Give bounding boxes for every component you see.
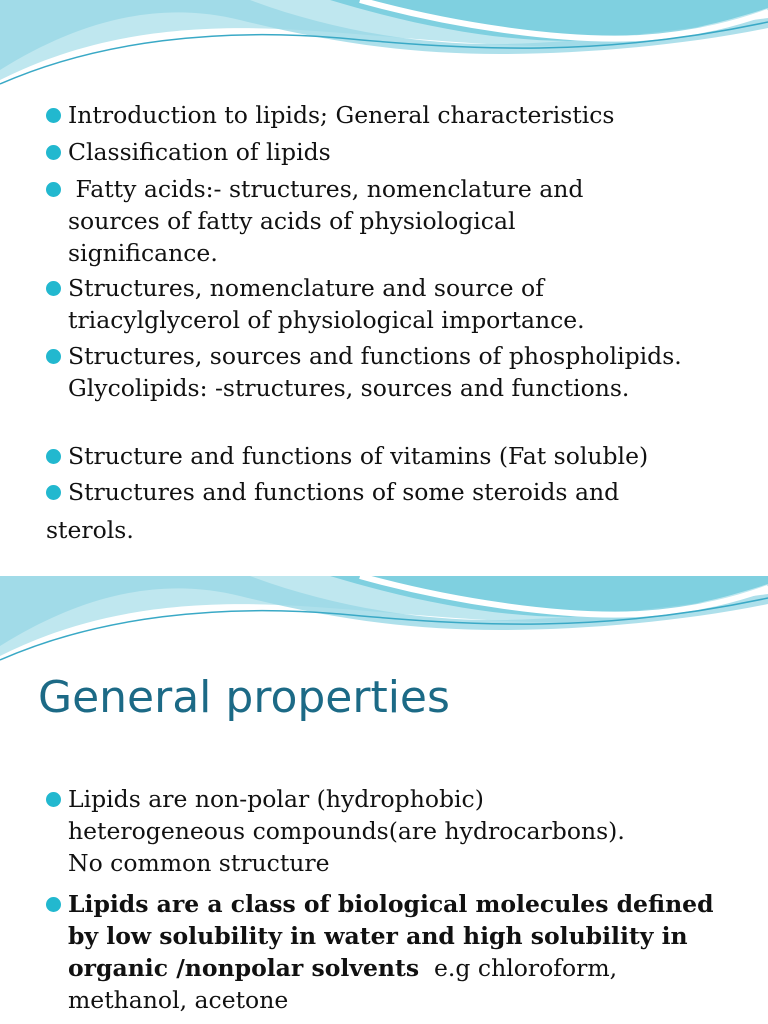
bullet-item (46, 272, 666, 336)
bullet-text: e.g chloroform, methanol, acetone (68, 954, 625, 1014)
bullet-text: Structures and functions of some steroids and (68, 478, 620, 506)
slide-2 (0, 576, 768, 1024)
wave-header-decoration (0, 576, 768, 666)
wave-header-decoration (0, 0, 768, 90)
bullet-item (46, 173, 666, 269)
bullet-dot-icon (46, 485, 61, 500)
bullet-item (46, 99, 746, 131)
bullet-text: Lipids are non-polar (hydrophobic) heterogeneous compounds(are hydrocarbons). No common structure (68, 785, 625, 877)
bullet-continuation-text: sterols. (46, 516, 134, 544)
bullet-item (46, 440, 746, 472)
bullet-dot-icon (46, 145, 61, 160)
bullet-item (46, 783, 646, 879)
bullet-item (46, 340, 706, 404)
slide-title: General properties (38, 672, 450, 723)
bullet-item (46, 136, 746, 168)
bullet-dot-icon (46, 792, 61, 807)
bullet-dot-icon (46, 897, 61, 912)
bullet-dot-icon (46, 182, 61, 197)
bullet-text: Structures, sources and functions of phospholipids. Glycolipids: -structures, sources and functions. (68, 342, 682, 402)
bullet-text: Structure and functions of vitamins (Fat soluble) (68, 442, 649, 470)
bullet-text: Introduction to lipids; General characteristics (68, 101, 615, 129)
bullet-item (46, 476, 746, 508)
bullet-text: Structures, nomenclature and source of triacylglycerol of physiological importance. (68, 274, 585, 334)
bullet-dot-icon (46, 281, 61, 296)
bullet-text: Fatty acids:- structures, nomenclature and sources of fatty acids of physiological significance. (68, 175, 591, 267)
bullet-item (46, 888, 736, 1016)
bullet-continuation (46, 514, 746, 546)
bullet-dot-icon (46, 349, 61, 364)
bullet-dot-icon (46, 449, 61, 464)
bullet-dot-icon (46, 108, 61, 123)
bullet-text: Classification of lipids (68, 138, 331, 166)
bullet-bold-text: Lipids are a class of biological molecules defined by low solubility in water and high solubility in organic /nonpolar solvents (68, 890, 714, 982)
